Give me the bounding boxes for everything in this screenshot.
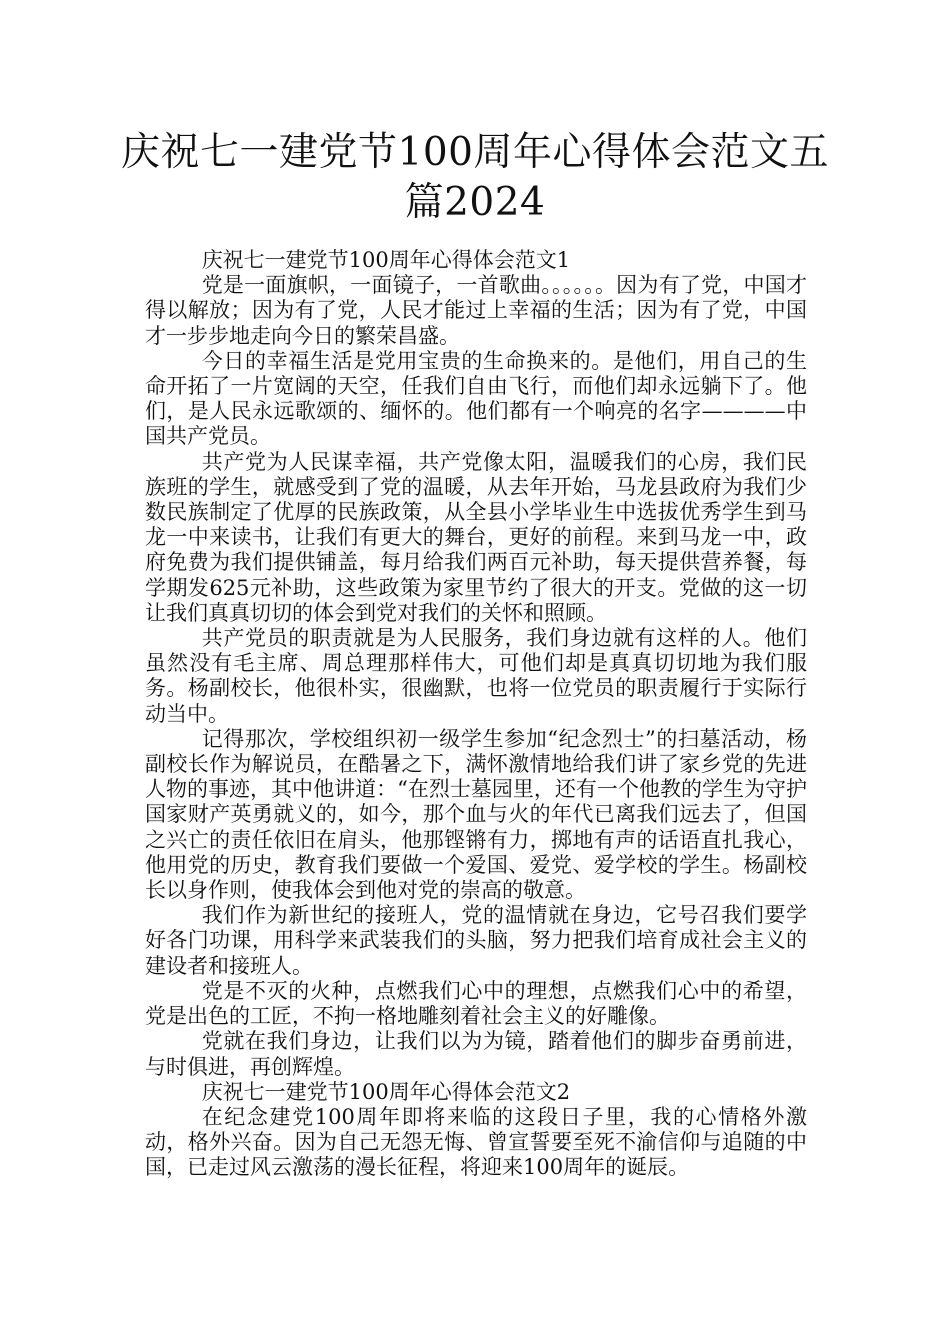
paragraph: 在纪念建党100周年即将来临的这段日子里，我的心情格外激动，格外兴奋。因为自己无怨无悔、曾宣誓要至死不渝信仰与追随的中国，已走过风云激荡的漫长征程，将迎来100周年的诞辰。 bbox=[145, 1104, 807, 1180]
title-line-1: 庆祝七一建党节100周年心得体会范文五 bbox=[121, 130, 829, 175]
paragraph: 党就在我们身边，让我们以为为镜，踏着他们的脚步奋勇前进，与时俱进，再创辉煌。 bbox=[145, 1029, 807, 1079]
paragraph: 我们作为新世纪的接班人，党的温情就在身边，它号召我们要学好各门功课，用科学来武装我们的头脑，努力把我们培育成社会主义的建设者和接班人。 bbox=[145, 903, 807, 978]
paragraph: 共产党为人民谋幸福，共产党像太阳，温暖我们的心房，我们民族班的学生，就感受到了党的温暖，从去年开始，马龙县政府为我们少数民族制定了优厚的民族政策，从全县小学毕业生中选拔优秀学生到马龙一中来读书，让我们有更大的舞台，更好的前程。来到马龙一中，政府免费为我们提供铺盖，每月给我们两百元补助，每天提供营养餐，每学期发625元补助，这些政策为家里节约了很大的开支。党做的这一切让我们真真切切的体会到党对我们的关怀和照顾。 bbox=[145, 449, 807, 625]
paragraph: 共产党员的职责就是为人民服务，我们身边就有这样的人。他们虽然没有毛主席、周总理那样伟大，可他们却是真真切切地为我们服务。杨副校长，他很朴实，很幽默，也将一位党员的职责履行于实际行动当中。 bbox=[145, 626, 807, 726]
paragraph: 今日的幸福生活是党用宝贵的生命换来的。是他们，用自己的生命开拓了一片宽阔的天空，任我们自由飞行，而他们却永远躺下了。他们，是人民永远歌颂的、缅怀的。他们都有一个响亮的名字————中国共产党员。 bbox=[145, 348, 807, 449]
paragraph: 记得那次，学校组织初一级学生参加“纪念烈士”的扫墓活动，杨副校长作为解说员，在酷暑之下，满怀激情地给我们讲了家乡党的先进人物的事迹，其中他讲道：“在烈士墓园里，还有一个他教的学生为守护国家财产英勇就义的，如今，那个血与火的年代已离我们远去了，但国之兴亡的责任依旧在肩头，他那铿锵有力，掷地有声的话语直扎我心，他用党的历史，教育我们要做一个爱国、爱党、爱学校的学生。杨副校长以身作则，使我体会到他对党的崇高的敬意。 bbox=[145, 726, 807, 903]
section-heading-2: 庆祝七一建党节100周年心得体会范文2 bbox=[201, 1079, 571, 1104]
document-title bbox=[120, 128, 830, 228]
paragraph: 党是不灭的火种，点燃我们心中的理想，点燃我们心中的希望，党是出色的工匠，不拘一格地雕刻着社会主义的好雕像。 bbox=[145, 978, 807, 1029]
section-heading-1: 庆祝七一建党节100周年心得体会范文1 bbox=[201, 248, 571, 272]
document-body bbox=[145, 248, 807, 1181]
title-line-2: 篇2024 bbox=[404, 180, 546, 225]
paragraph: 党是一面旗帜，一面镜子，一首歌曲。。。。。。因为有了党，中国才得以解放；因为有了党，人民才能过上幸福的生活；因为有了党，中国才一步步地走向今日的繁荣昌盛。 bbox=[145, 273, 807, 348]
